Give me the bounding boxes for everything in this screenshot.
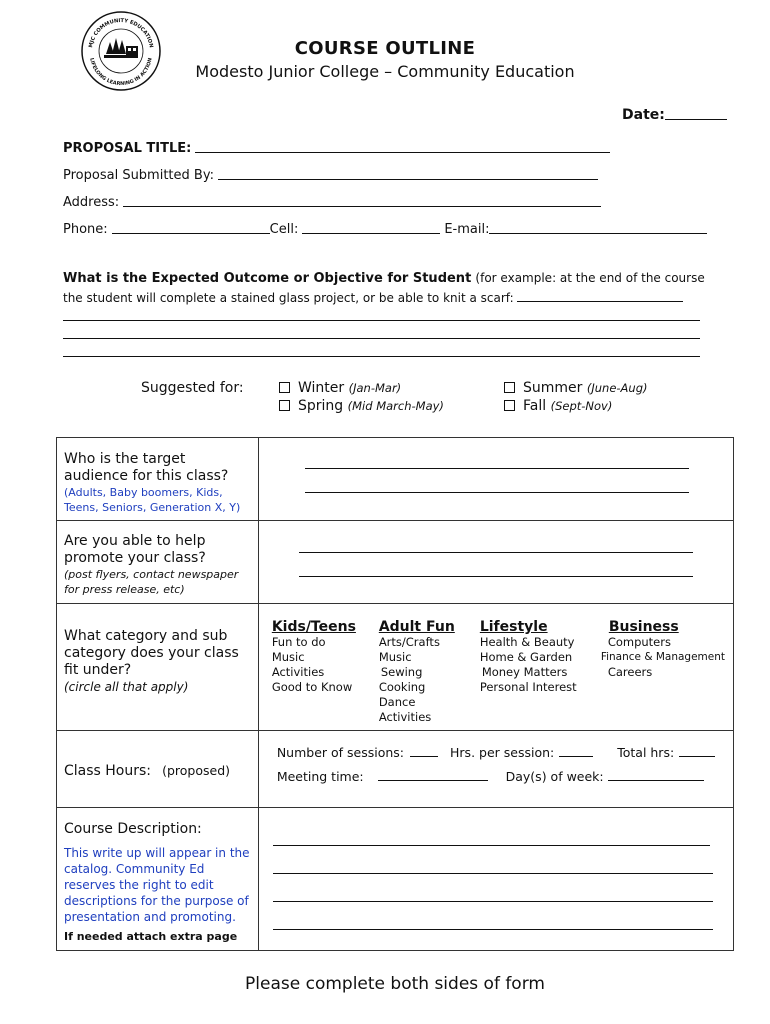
promote-hint: (post flyers, contact newspaper for press release, etc) [64, 568, 239, 596]
description-label-cell [57, 808, 259, 951]
category-item[interactable]: Home & Garden [479, 650, 573, 664]
description-line-1[interactable] [273, 845, 710, 846]
meeting-row[interactable] [277, 769, 704, 784]
logo-top-text: MJC COMMUNITY EDUCATION [88, 17, 154, 49]
summer-checkbox[interactable] [504, 382, 515, 393]
category-adult-fun[interactable] [379, 619, 455, 725]
description-answer-cell[interactable] [258, 808, 733, 951]
summer-label: Summer [523, 380, 583, 396]
winter-checkbox[interactable] [279, 382, 290, 393]
category-kids-teens[interactable] [272, 619, 356, 695]
submitted-by-field[interactable] [63, 168, 598, 183]
fall-label: Fall [523, 398, 547, 414]
category-item[interactable]: Sewing [380, 665, 423, 679]
summer-range: (June-Aug) [586, 381, 648, 395]
category-item[interactable]: Fun to do [271, 635, 326, 649]
address-label: Address: [63, 195, 120, 210]
promote-answer-cell[interactable] [258, 521, 733, 604]
category-item[interactable]: Money Matters [481, 665, 568, 679]
audience-line-1[interactable] [305, 468, 689, 469]
logo-bottom-text: LIFELONG LEARNING IN ACTION [88, 57, 154, 88]
promote-line-2[interactable] [299, 576, 693, 577]
address-field[interactable] [63, 195, 601, 210]
date-field[interactable] [622, 107, 727, 123]
promote-question-cell [57, 521, 259, 604]
outcome-heading: What is the Expected Outcome or Objective for Student [63, 271, 472, 286]
date-label: Date: [622, 107, 665, 123]
category-title: Lifestyle [479, 619, 548, 635]
audience-question-cell [57, 438, 259, 521]
category-lifestyle[interactable] [480, 619, 577, 695]
spring-range: (Mid March-May) [347, 399, 444, 413]
outcome-example-row[interactable] [63, 291, 683, 305]
meeting-time-label: Meeting time: [276, 769, 364, 784]
phone-row[interactable] [63, 222, 707, 237]
fall-range: (Sept-Nov) [550, 399, 613, 413]
outcome-line-2[interactable] [63, 338, 700, 339]
class-hours-proposed: (proposed) [162, 763, 231, 778]
audience-hint: (Adults, Baby boomers, Kids, Teens, Seniors, Generation X, Y) [64, 486, 241, 514]
hours-label-cell [57, 731, 259, 808]
category-item[interactable]: Finance & Management [600, 651, 726, 663]
proposal-title-label: PROPOSAL TITLE: [63, 141, 192, 156]
category-title: Business [608, 619, 679, 635]
promote-question: Are you able to help promote your class? [64, 533, 206, 566]
category-item[interactable]: Computers [607, 635, 671, 649]
category-item[interactable]: Dance [378, 695, 416, 709]
description-line-2[interactable] [273, 873, 713, 874]
outcome-heading-row [63, 271, 705, 286]
proposal-title-field[interactable] [63, 141, 610, 156]
winter-label: Winter [298, 380, 345, 396]
description-note: This write up will appear in the catalog. Community Ed reserves the right to edit descriptions for the purpose of presentation and promoting. [64, 846, 250, 924]
category-business[interactable] [601, 619, 725, 680]
phone-label: Phone: [63, 222, 108, 237]
page-subtitle: Modesto Junior College – Community Education [195, 62, 575, 81]
outcome-line-1[interactable] [63, 320, 700, 321]
outcome-example-2: the student will complete a stained glass project, or be able to knit a scarf: [63, 291, 514, 305]
summer-option[interactable] [504, 380, 647, 396]
spring-option[interactable] [279, 398, 444, 414]
category-item[interactable]: Cooking [378, 680, 426, 694]
audience-line-2[interactable] [305, 492, 689, 493]
category-item[interactable]: Music [271, 650, 305, 664]
category-question-cell [57, 604, 259, 731]
description-line-4[interactable] [273, 929, 713, 930]
total-hrs-label: Total hrs: [617, 745, 675, 760]
cell-label: Cell: [269, 222, 299, 237]
winter-option[interactable] [279, 380, 401, 396]
category-item[interactable]: Activities [378, 710, 432, 724]
category-title: Adult Fun [378, 619, 455, 635]
spring-checkbox[interactable] [279, 400, 290, 411]
category-item[interactable]: Careers [607, 665, 653, 679]
class-hours-label: Class Hours: [64, 763, 152, 779]
page-title: COURSE OUTLINE [294, 38, 476, 59]
footer-note: Please complete both sides of form [245, 974, 545, 994]
course-details-table [56, 437, 734, 951]
category-item[interactable]: Personal Interest [479, 680, 577, 694]
category-title: Kids/Teens [271, 619, 356, 635]
suggested-for-label: Suggested for: [141, 380, 244, 396]
audience-question: Who is the target audience for this class? [64, 451, 229, 484]
sessions-row[interactable] [277, 745, 715, 760]
fall-checkbox[interactable] [504, 400, 515, 411]
audience-answer-cell[interactable] [258, 438, 733, 521]
course-description-label: Course Description: [64, 821, 202, 837]
category-item[interactable]: Music [378, 650, 412, 664]
category-item[interactable]: Health & Beauty [479, 635, 575, 649]
winter-range: (Jan-Mar) [348, 381, 402, 395]
category-item[interactable]: Activities [271, 665, 325, 679]
description-line-3[interactable] [273, 901, 713, 902]
email-label: E-mail: [444, 222, 490, 237]
fall-option[interactable] [504, 398, 612, 414]
category-hint: (circle all that apply) [64, 680, 189, 694]
attach-page-note: If needed attach extra page [64, 930, 238, 943]
category-item[interactable]: Arts/Crafts [378, 635, 440, 649]
spring-label: Spring [298, 398, 344, 414]
category-options-cell [258, 604, 733, 731]
submitted-by-label: Proposal Submitted By: [63, 168, 214, 183]
outcome-line-3[interactable] [63, 356, 700, 357]
days-of-week-label: Day(s) of week: [505, 769, 604, 784]
outcome-example-1: (for example: at the end of the course [475, 271, 705, 285]
category-question: What category and sub category does your class fit under? [64, 628, 239, 678]
hours-fields-cell [258, 731, 733, 808]
sessions-label: Number of sessions: [276, 745, 405, 760]
category-item[interactable]: Good to Know [271, 680, 353, 694]
hrs-per-session-label: Hrs. per session: [450, 745, 555, 760]
promote-line-1[interactable] [299, 552, 693, 553]
